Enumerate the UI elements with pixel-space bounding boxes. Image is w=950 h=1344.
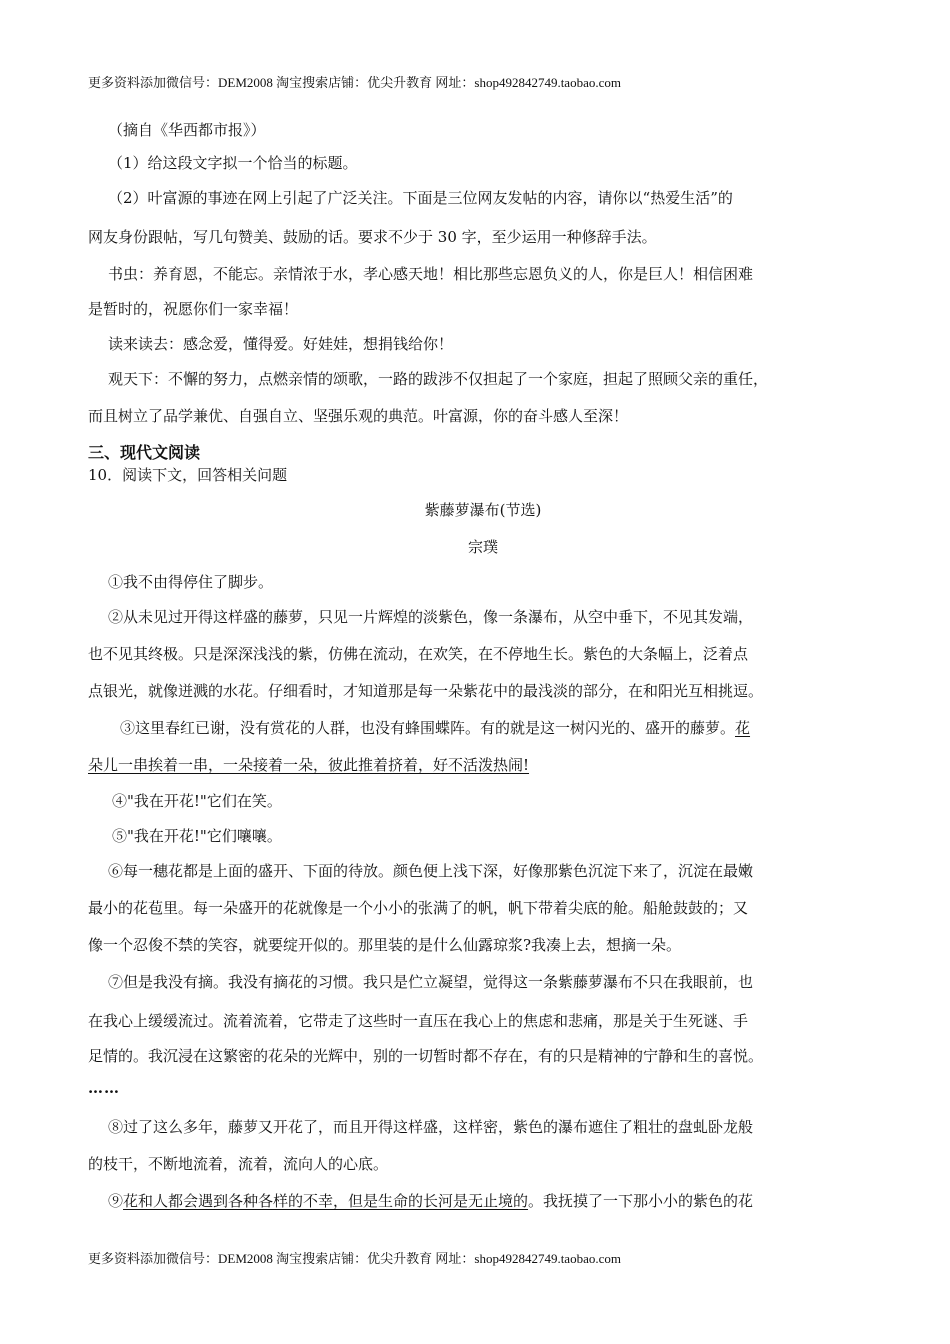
paragraph-6-line-2: 最小的花苞里。每一朵盛开的花就像是一个小小的张满了的帆，帆下带着尖底的舱。船舱鼓鼓的；又	[88, 899, 749, 917]
underlined-sentence: 朵儿一串挨着一串，一朵接着一朵，彼此推着挤着，好不活泼热闹!	[88, 756, 530, 774]
paragraph-1: ①我不由得停住了脚步。	[108, 573, 274, 591]
ellipsis: ……	[88, 1079, 120, 1097]
paragraph-7-line-2: 在我心上缓缓流过。流着流着，它带走了这些时一直压在我心上的焦虑和悲痛，那是关于生死谜、手	[88, 1012, 749, 1030]
post-3-line-1: 观天下：不懈的努力，点燃亲情的颂歌，一路的跋涉不仅担起了一个家庭，担起了照顾父亲的重任，	[108, 370, 769, 388]
paragraph-5: ⑤"我在开花!"它们嚷嚷。	[112, 827, 282, 845]
source-note: （摘自《华西都市报》）	[108, 121, 266, 139]
paragraph-4: ④"我在开花!"它们在笑。	[112, 792, 282, 810]
post-3-line-2: 而且树立了品学兼优、自强自立、坚强乐观的典范。叶富源，你的奋斗感人至深！	[88, 407, 629, 425]
paragraph-7-line-3: 足情的。我沉浸在这繁密的花朵的光辉中，别的一切暂时都不存在，有的只是精神的宁静和生的喜悦。	[88, 1047, 764, 1065]
paragraph-2-line-3: 点银光，就像迸溅的水花。仔细看时，才知道那是每一朵紫花中的最浅淡的部分，在和阳光互相挑逗。	[88, 682, 764, 700]
post-1-line-1: 书虫：养育恩，不能忘。亲情浓于水，孝心感天地！相比那些忘恩负义的人，你是巨人！相信困难	[108, 265, 754, 283]
paragraph-3-line-2	[88, 755, 878, 775]
question-2-line-1: （2）叶富源的事迹在网上引起了广泛关注。下面是三位网友发帖的内容，请你以“热爱生活”的	[108, 189, 733, 207]
underlined-sentence-2: 花和人都会遇到各种各样的不幸，但是生命的长河是无止境的	[123, 1192, 529, 1210]
paragraph-8-line-2: 的枝干，不断地流着，流着，流向人的心底。	[88, 1155, 389, 1173]
paragraph-9-text: 。我抚摸了一下那小小的紫色的花	[528, 1192, 754, 1210]
page-footer: 更多资料添加微信号：DEM2008 淘宝搜索店铺：优尖升教育 网址：shop492842749.taobao.com	[88, 1251, 621, 1266]
paragraph-2-line-2: 也不见其终极。只是深深浅浅的紫，仿佛在流动，在欢笑，在不停地生长。紫色的大条幅上，泛着点	[88, 645, 749, 663]
question-2-line-2: 网友身份跟帖，写几句赞美、鼓励的话。要求不少于 30 字，至少运用一种修辞手法。	[88, 228, 657, 246]
paragraph-6-line-3: 像一个忍俊不禁的笑容，就要绽开似的。那里装的是什么仙露琼浆?我凑上去，想摘一朵。	[88, 936, 682, 954]
paragraph-6-line-1: ⑥每一穗花都是上面的盛开、下面的待放。颜色便上浅下深，好像那紫色沉淀下来了，沉淀在最嫩	[108, 862, 754, 880]
paragraph-2-line-1: ②从未见过开得这样盛的藤萝，只见一片辉煌的淡紫色，像一条瀑布，从空中垂下，不见其发端，	[108, 608, 754, 626]
post-1-line-2: 是暂时的，祝愿你们一家幸福！	[88, 300, 299, 318]
article-title: 紫藤萝瀑布(节选)	[424, 501, 542, 519]
page-header: 更多资料添加微信号：DEM2008 淘宝搜索店铺：优尖升教育 网址：shop492842749.taobao.com	[88, 75, 621, 90]
question-1: （1）给这段文字拟一个恰当的标题。	[108, 154, 358, 172]
paragraph-3-line-1	[120, 718, 910, 738]
paragraph-9-number: ⑨	[108, 1192, 124, 1210]
paragraph-7-line-1: ⑦但是我没有摘。我没有摘花的习惯。我只是伫立凝望，觉得这一条紫藤萝瀑布不只在我眼前，也	[108, 973, 754, 991]
paragraph-9-line-1	[108, 1191, 898, 1211]
underlined-sentence-start: 花	[735, 719, 751, 737]
paragraph-3-text: ③这里春红已谢，没有赏花的人群，也没有蜂围蝶阵。有的就是这一树闪光的、盛开的藤萝。	[120, 719, 736, 737]
article-author: 宗璞	[467, 538, 498, 556]
section-title: 三、现代文阅读	[88, 443, 201, 462]
question-10: 10．阅读下文，回答相关问题	[88, 466, 288, 484]
paragraph-8-line-1: ⑧过了这么多年，藤萝又开花了，而且开得这样盛，这样密，紫色的瀑布遮住了粗壮的盘虬卧龙般	[108, 1118, 754, 1136]
post-2: 读来读去：感念爱，懂得爱。好娃娃，想捐钱给你！	[108, 335, 454, 353]
